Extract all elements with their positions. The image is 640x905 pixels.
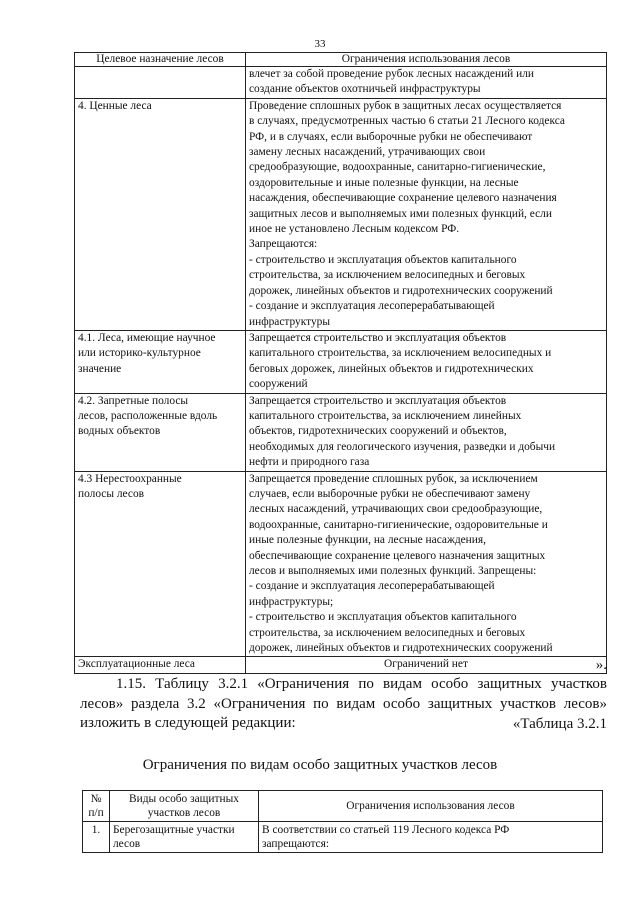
table-row [75, 657, 607, 673]
category-cell: 4.3 Нерестоохранные полосы лесов [75, 471, 246, 657]
table-row [83, 822, 603, 853]
table-row [75, 471, 607, 657]
table-row [75, 330, 607, 393]
category-cell: Эксплуатационные леса [75, 657, 246, 673]
category-cell: 4.1. Леса, имеющие научное или историко-культурное значение [75, 330, 246, 393]
table-row [75, 98, 607, 330]
restrictions-cell: Проведение сплошных рубок в защитных лесах осуществляется в случаях, предусмотренных частью 6 статьи 21 Лесного кодекса РФ, и в случаях, если выборочные рубки не обеспечивают замену лесных насаждений, утрачивающих свои средообразующие, водоохранные, санитарно-гигиенические, оздоровительные и иные полезные функции, на лесные насаждения, обеспечивающие сохранение целевого назначения защитных лесов и выполняемых ими полезных функций, если иное не установлено Лесным кодексом РФ. Запрещаются: - строительство и эксплуатация объектов капитального строительства, за исключением велосипедных и беговых дорожек, линейных объектов и гидротехнических сооружений - создание и эксплуатация лесоперерабатывающей инфраструктуры [246, 98, 607, 330]
table-label: «Таблица 3.2.1 [512, 716, 607, 732]
restrictions-cell: влечет за собой проведение рубок лесных насаждений или создание объектов охотничьей инфраструктуры [246, 67, 607, 99]
column-header-restrictions: Ограничения использования лесов [259, 791, 603, 822]
amendment-paragraph: 1.15. Таблицу 3.2.1 «Ограничения по видам особо защитных участков лесов» раздела 3.2 «Ограничения по видам особо защитных участков лесов» изложить в следующей редакции: [80, 676, 607, 731]
column-header-restrictions: Ограничения использования лесов [246, 53, 607, 67]
table-heading: Ограничения по видам особо защитных участков лесов [142, 757, 498, 773]
page-number: 33 [314, 38, 326, 50]
table-header-row [75, 53, 607, 67]
protected-areas-table [82, 790, 603, 853]
row-number-cell: 1. [83, 822, 110, 853]
category-cell: 4.2. Запретные полосы лесов, расположенные вдоль водных объектов [75, 393, 246, 471]
restrictions-cell: Запрещается строительство и эксплуатация объектов капитального строительства, за исключением велосипедных и беговых дорожек, линейных объектов и гидротехнических сооружений [246, 330, 607, 393]
restrictions-cell: Ограничений нет [246, 657, 607, 673]
column-header-number: № п/п [83, 791, 110, 822]
table-row [75, 393, 607, 471]
restrictions-cell: Запрещается строительство и эксплуатация объектов капитального строительства, за исключением линейных объектов, гидротехнических сооружений и объектов, необходимых для геологического изучения, разведки и добычи нефти и природного газа [246, 393, 607, 471]
restrictions-cell: В соответствии со статьей 119 Лесного кодекса РФ запрещаются: [259, 822, 603, 853]
column-header-purpose: Целевое назначение лесов [75, 53, 246, 67]
table-row [75, 67, 607, 99]
column-header-kind: Виды особо защитных участков лесов [110, 791, 259, 822]
forest-purpose-table [74, 52, 607, 674]
category-cell [75, 67, 246, 99]
restrictions-cell: Запрещается проведение сплошных рубок, за исключением случаев, если выборочные рубки не обеспечивают замену лесных насаждений, утрачивающих свои средообразующие, водоохранные, санитарно-гигиенические, оздоровительные и иные полезные функции, на лесные насаждения, обеспечивающие сохранение целевого назначения защитных лесов и выполняемых ими полезных функций. Запрещены: - создание и эксплуатация лесоперерабатывающей инфраструктуры; - строительство и эксплуатация объектов капитального строительства, за исключением велосипедных и беговых дорожек, линейных объектов и гидротехнических сооружений [246, 471, 607, 657]
category-cell: 4. Ценные леса [75, 98, 246, 330]
closing-quote: ». [595, 657, 607, 673]
table-header-row [83, 791, 603, 822]
kind-cell: Берегозащитные участки лесов [110, 822, 259, 853]
